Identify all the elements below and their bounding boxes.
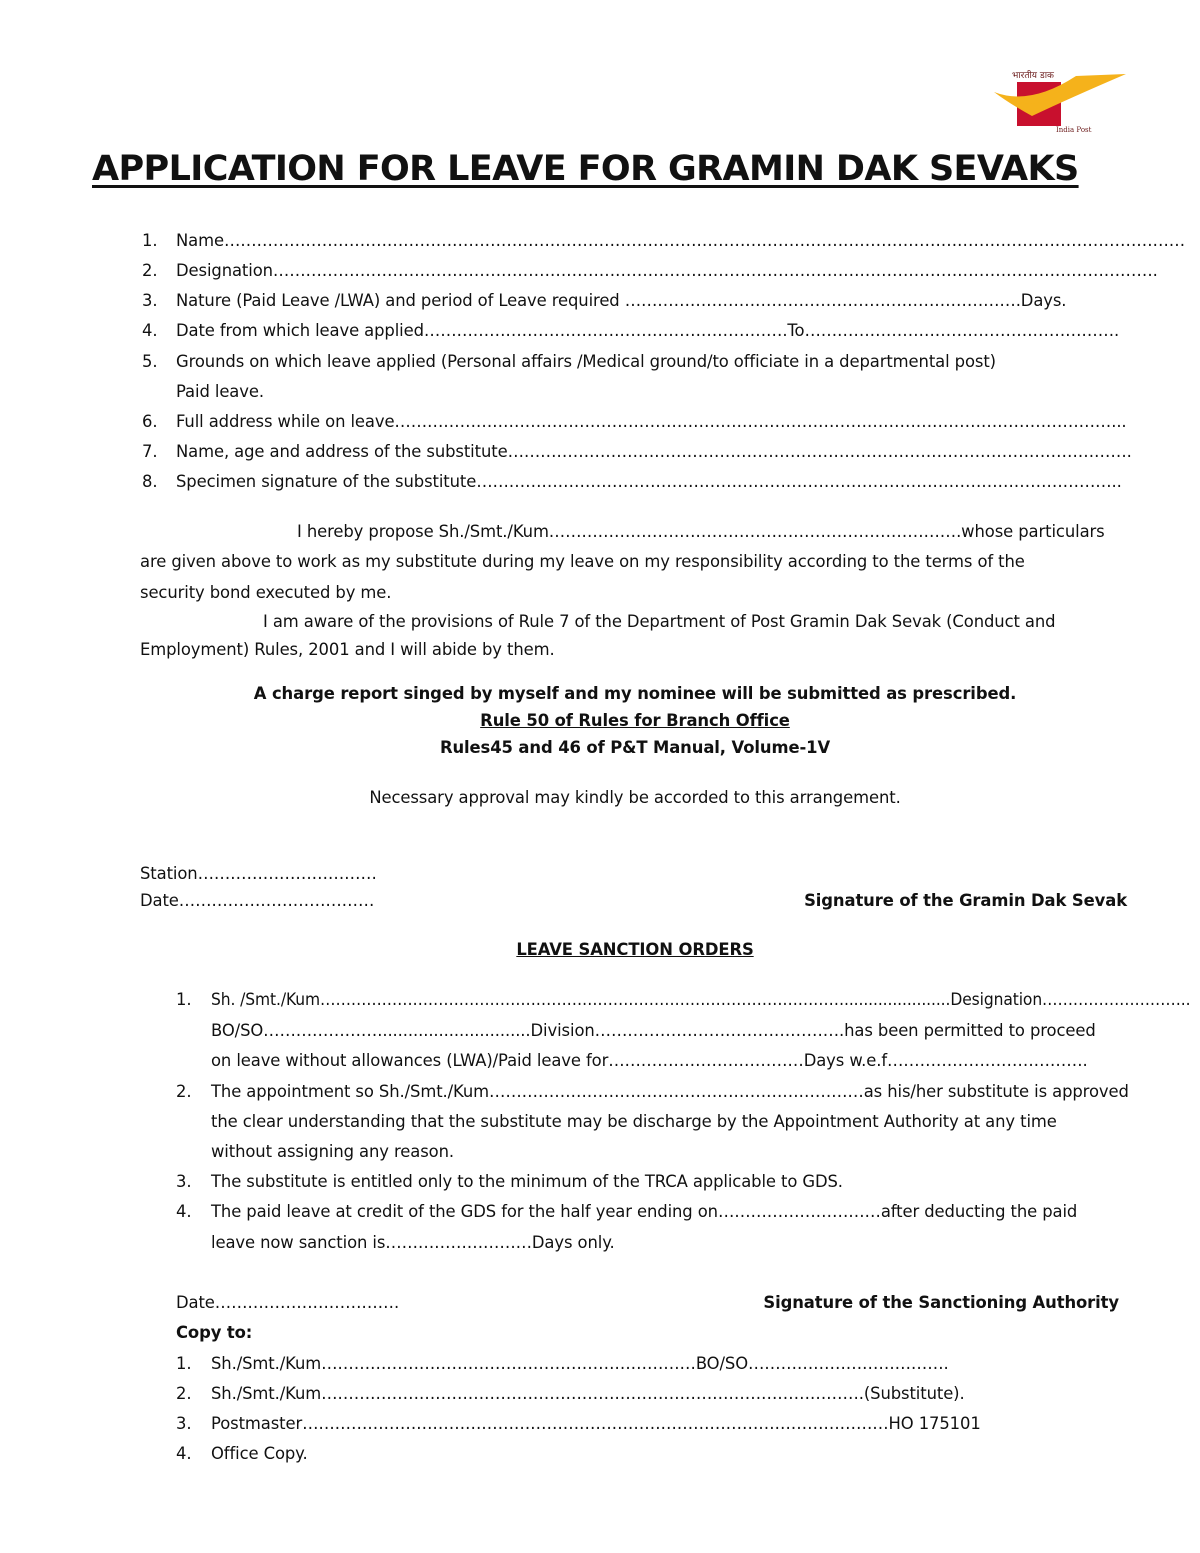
field-substitute-details: Name, age and address of the substitute……………………………………………………………………………………………………. (176, 442, 1132, 461)
list-item-number: 4. (176, 1444, 192, 1463)
list-item-number: 4. (176, 1202, 192, 1221)
list-item-number: 3. (142, 291, 158, 310)
list-item-number: 1. (176, 1354, 192, 1373)
list-item-number: 1. (176, 990, 192, 1009)
list-item-number: 2. (176, 1082, 192, 1101)
field-grounds-answer: Paid leave. (176, 382, 264, 401)
field-full-address: Full address while on leave……………………………………………………………………………………………………………………... (176, 412, 1127, 431)
list-item-number: 2. (176, 1384, 192, 1403)
copy-item-4: Office Copy. (211, 1444, 308, 1463)
aware-line-2: Employment) Rules, 2001 and I will abide by them. (140, 640, 555, 659)
india-post-logo (990, 70, 1130, 138)
list-item-number: 4. (142, 321, 158, 340)
propose-line-3: security bond executed by me. (140, 583, 392, 602)
list-item-number: 6. (142, 412, 158, 431)
sanction-1-line-3: on leave without allowances (LWA)/Paid leave for………………………………Days w.e.f………………………………. (211, 1051, 1088, 1070)
copy-item-3: Postmaster………………………………………………………………………………………………HO 175101 (211, 1414, 981, 1433)
field-grounds: Grounds on which leave applied (Personal affairs /Medical ground/to officiate in a departmental post) (176, 352, 996, 371)
sanction-1-line-1: Sh. /Smt./Kum…………………………………………………………………………………………......................Designation……………………….. (211, 990, 1191, 1009)
sanction-1-line-2: BO/SO…………………..............................Division……………………………………….has been permitted to proceed (211, 1021, 1096, 1040)
list-item-number: 8. (142, 472, 158, 491)
list-item-number: 3. (176, 1414, 192, 1433)
propose-line-1: I hereby propose Sh./Smt./Kum………………………………………………………………….whose particulars (297, 522, 1105, 541)
copy-item-2: Sh./Smt./Kum……………………………………………………………………………………….(Substitute). (211, 1384, 965, 1403)
field-substitute-signature: Specimen signature of the substitute……………………………………………………………………………………………………….. (176, 472, 1122, 491)
sanction-2-line-2: the clear understanding that the substitute may be discharge by the Appointment Authority at any time (211, 1112, 1057, 1131)
charge-report-note: A charge report singed by myself and my nominee will be submitted as prescribed. (253, 684, 1017, 703)
list-item-number: 1. (142, 231, 158, 250)
rule-50-reference: Rule 50 of Rules for Branch Office (480, 711, 790, 730)
aware-line-1: I am aware of the provisions of Rule 7 of the Department of Post Gramin Dak Sevak (Conduct and (263, 612, 1056, 631)
sanction-2-line-1: The appointment so Sh./Smt./Kum……………………………………………………………as his/her substitute is approved (211, 1082, 1129, 1101)
gds-signature-label: Signature of the Gramin Dak Sevak (804, 891, 1127, 910)
list-item-number: 7. (142, 442, 158, 461)
propose-line-2: are given above to work as my substitute during my leave on my responsibility according to the terms of the (140, 552, 1025, 571)
field-designation: Designation………………………………………………………………………………………………………………………………………………. (176, 261, 1158, 280)
sanction-4-line-2: leave now sanction is………………………Days only. (211, 1233, 615, 1252)
copy-item-1: Sh./Smt./Kum……………………………………………………………BO/SO………………………………. (211, 1354, 949, 1373)
sanction-date-field: Date……………………………. (176, 1293, 400, 1312)
list-item-number: 2. (142, 261, 158, 280)
station-field: Station…………………………… (140, 864, 377, 883)
logo-english-text: India Post (1056, 126, 1092, 134)
logo-hindi-text: भारतीय डाक (1012, 71, 1054, 81)
approval-request: Necessary approval may kindly be accorded to this arrangement. (369, 788, 901, 807)
sanction-3-line-1: The substitute is entitled only to the minimum of the TRCA applicable to GDS. (211, 1172, 843, 1191)
list-item-number: 5. (142, 352, 158, 371)
field-nature-of-leave: Nature (Paid Leave /LWA) and period of Leave required ……………………………………………………………….Days. (176, 291, 1067, 310)
page-title: APPLICATION FOR LEAVE FOR GRAMIN DAK SEVAKS (92, 149, 1079, 189)
rules-45-reference: Rules45 and 46 of P&T Manual, Volume-1V (439, 738, 831, 757)
copy-to-label: Copy to: (176, 1323, 253, 1342)
sanction-2-line-3: without assigning any reason. (211, 1142, 454, 1161)
list-item-number: 3. (176, 1172, 192, 1191)
field-leave-dates: Date from which leave applied………………………………………………………….To…………………………………………………. (176, 321, 1120, 340)
field-name: Name…………………………………………………………………………………………………………………………………………………………… (176, 231, 1186, 250)
sanction-heading: LEAVE SANCTION ORDERS (516, 940, 754, 959)
sanction-4-line-1: The paid leave at credit of the GDS for the half year ending on…………………………after deducting the paid (211, 1202, 1078, 1221)
date-field: Date……………………………… (140, 891, 375, 910)
sanctioning-authority-signature-label: Signature of the Sanctioning Authority (763, 1293, 1119, 1312)
